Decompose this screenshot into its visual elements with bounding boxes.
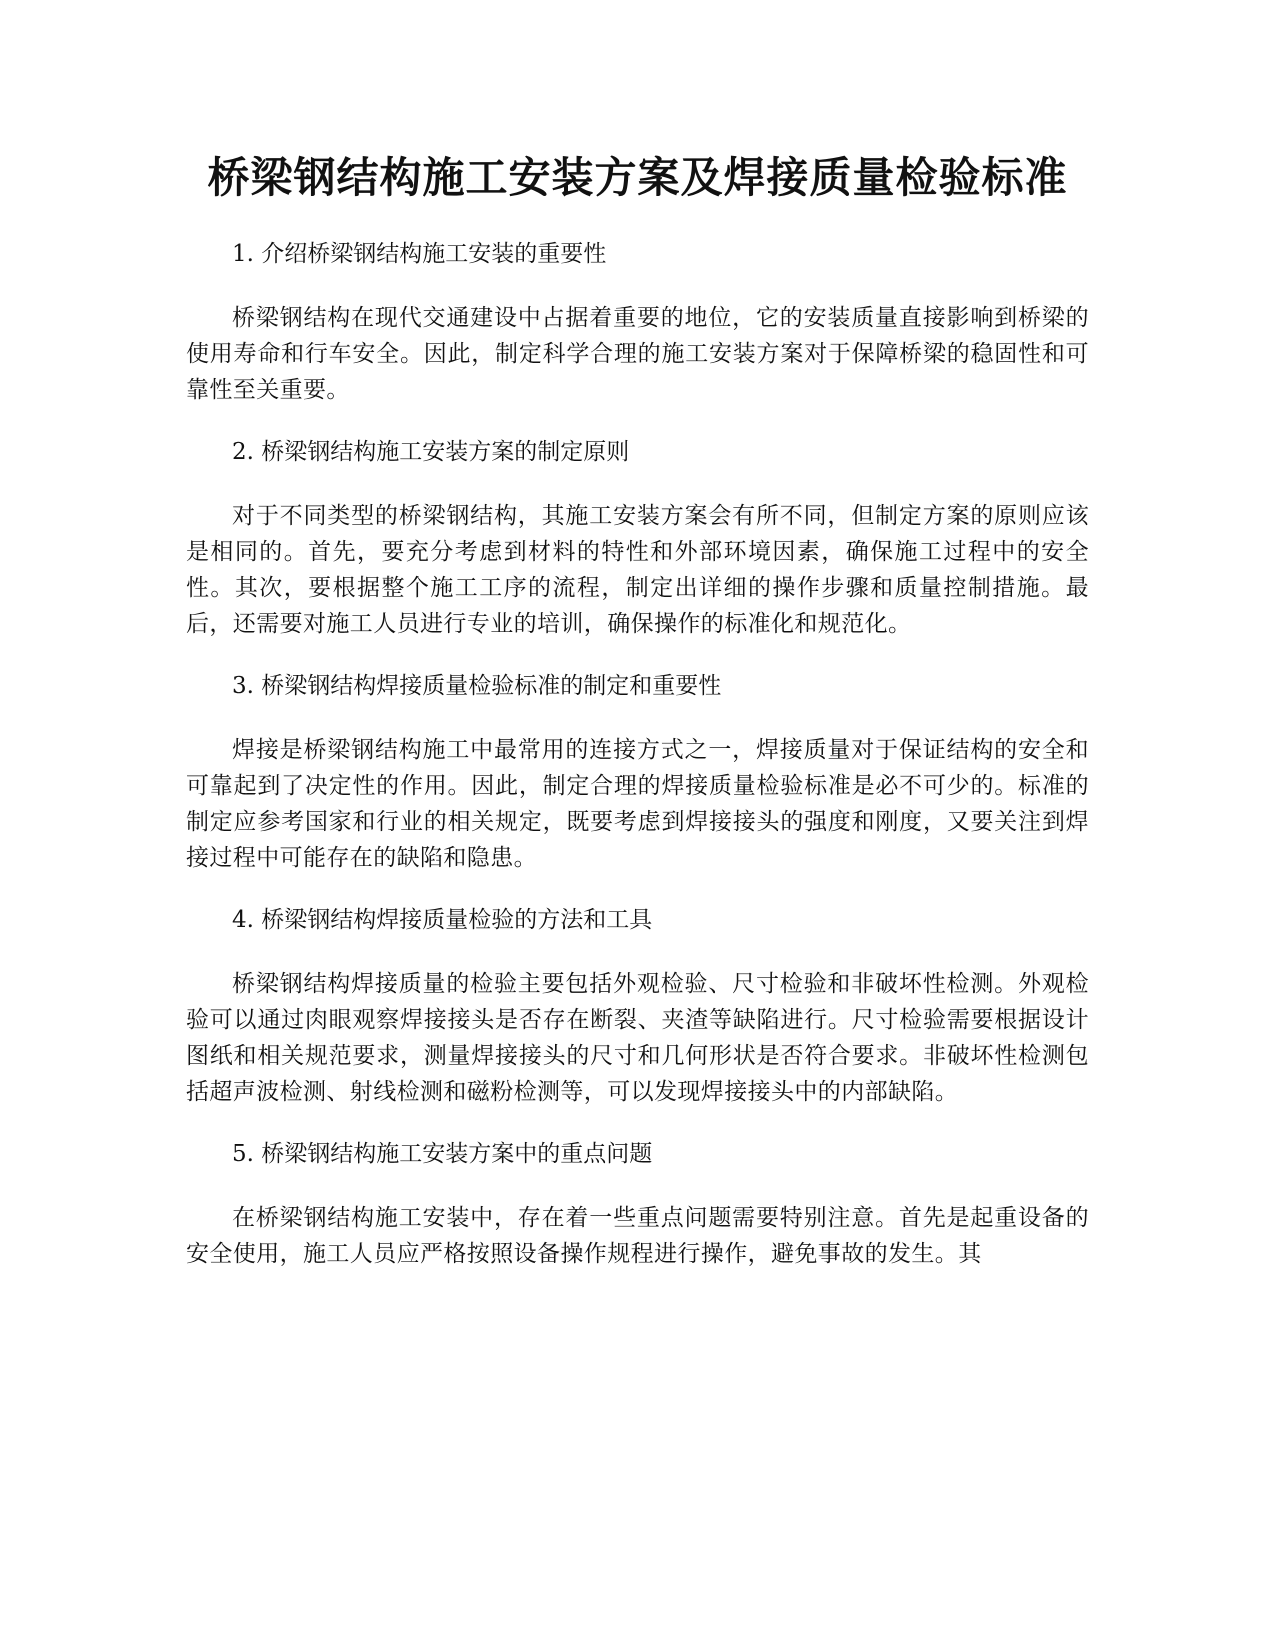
section-4 [186, 904, 1089, 1110]
section-paragraph: 对于不同类型的桥梁钢结构，其施工安装方案会有所不同，但制定方案的原则应该是相同的。首先，要充分考虑到材料的特性和外部环境因素，确保施工过程中的安全性。其次，要根据整个施工工序的流程，制定出详细的操作步骤和质量控制措施。最后，还需要对施工人员进行专业的培训，确保操作的标准化和规范化。 [186, 503, 1089, 637]
section-heading: 2. 桥梁钢结构施工安装方案的制定原则 [232, 439, 630, 465]
section-2 [186, 436, 1089, 642]
section-paragraph: 在桥梁钢结构施工安装中，存在着一些重点问题需要特别注意。首先是起重设备的安全使用，施工人员应严格按照设备操作规程进行操作，避免事故的发生。其 [186, 1205, 1089, 1267]
section-3 [186, 670, 1089, 876]
section-heading: 5. 桥梁钢结构施工安装方案中的重点问题 [232, 1141, 653, 1167]
section-heading: 1. 介绍桥梁钢结构施工安装的重要性 [232, 241, 607, 267]
section-5 [186, 1138, 1089, 1272]
section-1 [186, 238, 1089, 408]
section-paragraph: 桥梁钢结构焊接质量的检验主要包括外观检验、尺寸检验和非破坏性检测。外观检验可以通过肉眼观察焊接接头是否存在断裂、夹渣等缺陷进行。尺寸检验需要根据设计图纸和相关规范要求，测量焊接接头的尺寸和几何形状是否符合要求。非破坏性检测包括超声波检测、射线检测和磁粉检测等，可以发现焊接接头中的内部缺陷。 [186, 971, 1089, 1105]
section-heading: 4. 桥梁钢结构焊接质量检验的方法和工具 [232, 907, 653, 933]
section-paragraph: 焊接是桥梁钢结构施工中最常用的连接方式之一，焊接质量对于保证结构的安全和可靠起到了决定性的作用。因此，制定合理的焊接质量检验标准是必不可少的。标准的制定应参考国家和行业的相关规定，既要考虑到焊接接头的强度和刚度，又要关注到焊接过程中可能存在的缺陷和隐患。 [186, 737, 1089, 871]
document-title: 桥梁钢结构施工安装方案及焊接质量检验标准 [207, 153, 1068, 202]
document-page [186, 140, 1089, 1300]
section-paragraph: 桥梁钢结构在现代交通建设中占据着重要的地位，它的安装质量直接影响到桥梁的使用寿命和行车安全。因此，制定科学合理的施工安装方案对于保障桥梁的稳固性和可靠性至关重要。 [186, 305, 1089, 403]
section-heading: 3. 桥梁钢结构焊接质量检验标准的制定和重要性 [232, 673, 722, 699]
